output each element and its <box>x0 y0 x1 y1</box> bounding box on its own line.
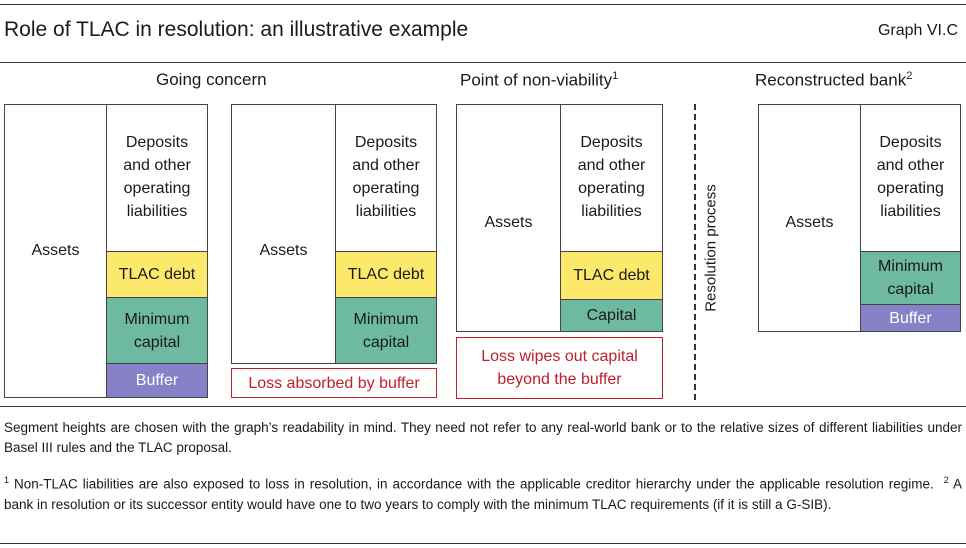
tlac-debt-block-2: TLAC debt <box>335 251 437 298</box>
section-point-of-non-viability: Point of non-viability$^1$ <box>460 70 619 90</box>
graph-number: Graph VI.C <box>877 22 958 39</box>
assets-label-4: Assets <box>785 214 834 231</box>
minimum-capital-block-4: Minimum capital <box>860 251 961 305</box>
footnote-ref-1: 1 <box>612 70 619 82</box>
deposits-block-3: Deposits and other operating liabilities <box>560 104 663 252</box>
title-rule <box>0 62 966 63</box>
loss-absorbed-by-buffer-note: Loss absorbed by buffer <box>231 368 437 398</box>
deposits-block-1: Deposits and other operating liabilities <box>106 104 208 252</box>
bottom-rule <box>0 543 966 544</box>
resolution-process-label: Resolution process <box>702 184 720 312</box>
footnote-ref-2: 2 <box>906 70 913 82</box>
footnote-1: Non-TLAC liabilities are also exposed to loss in resolution, in accordance with the applicable creditor hierarchy under the applicable resolution regime. <box>14 476 934 492</box>
footnote-2-number: 2 <box>943 475 949 485</box>
section-going-concern: Going concern <box>156 70 267 89</box>
notes-rule <box>0 406 966 407</box>
loss-wipes-out-capital-note: Loss wipes out capital beyond the buffer <box>456 337 663 399</box>
buffer-block-4: Buffer <box>860 304 961 332</box>
deposits-block-2: Deposits and other operating liabilities <box>335 104 437 252</box>
assets-label-1: Assets <box>31 242 80 259</box>
capital-block-3: Capital <box>560 299 663 332</box>
minimum-capital-block-2: Minimum capital <box>335 297 437 364</box>
footnote-2: A bank in resolution or its successor entity would have one to two years to comply with the minimum TLAC requirements (if it is still a G-SIB). <box>4 476 962 512</box>
section-reconstructed-bank: Reconstructed bank$^2$ <box>755 70 913 90</box>
top-rule <box>0 4 966 5</box>
tlac-debt-block-3: TLAC debt <box>560 251 663 300</box>
minimum-capital-block-1: Minimum capital <box>106 297 208 364</box>
deposits-block-4: Deposits and other operating liabilities <box>860 104 961 252</box>
assets-block-2 <box>231 104 336 364</box>
footnote-1-number: 1 <box>4 475 10 485</box>
page-title: Role of TLAC in resolution: an illustrative example <box>4 18 469 41</box>
buffer-block-1: Buffer <box>106 363 208 398</box>
assets-label-2: Assets <box>259 242 308 259</box>
tlac-debt-block-1: TLAC debt <box>106 251 208 298</box>
assets-label-3: Assets <box>484 214 533 231</box>
segment-note: Segment heights are chosen with the graph’s readability in mind. They need not refer to any real-world bank or to the relative sizes of different liabilities under Basel III rules and the TLAC proposal. <box>4 420 962 455</box>
footnotes <box>4 470 962 515</box>
resolution-divider <box>694 104 696 400</box>
